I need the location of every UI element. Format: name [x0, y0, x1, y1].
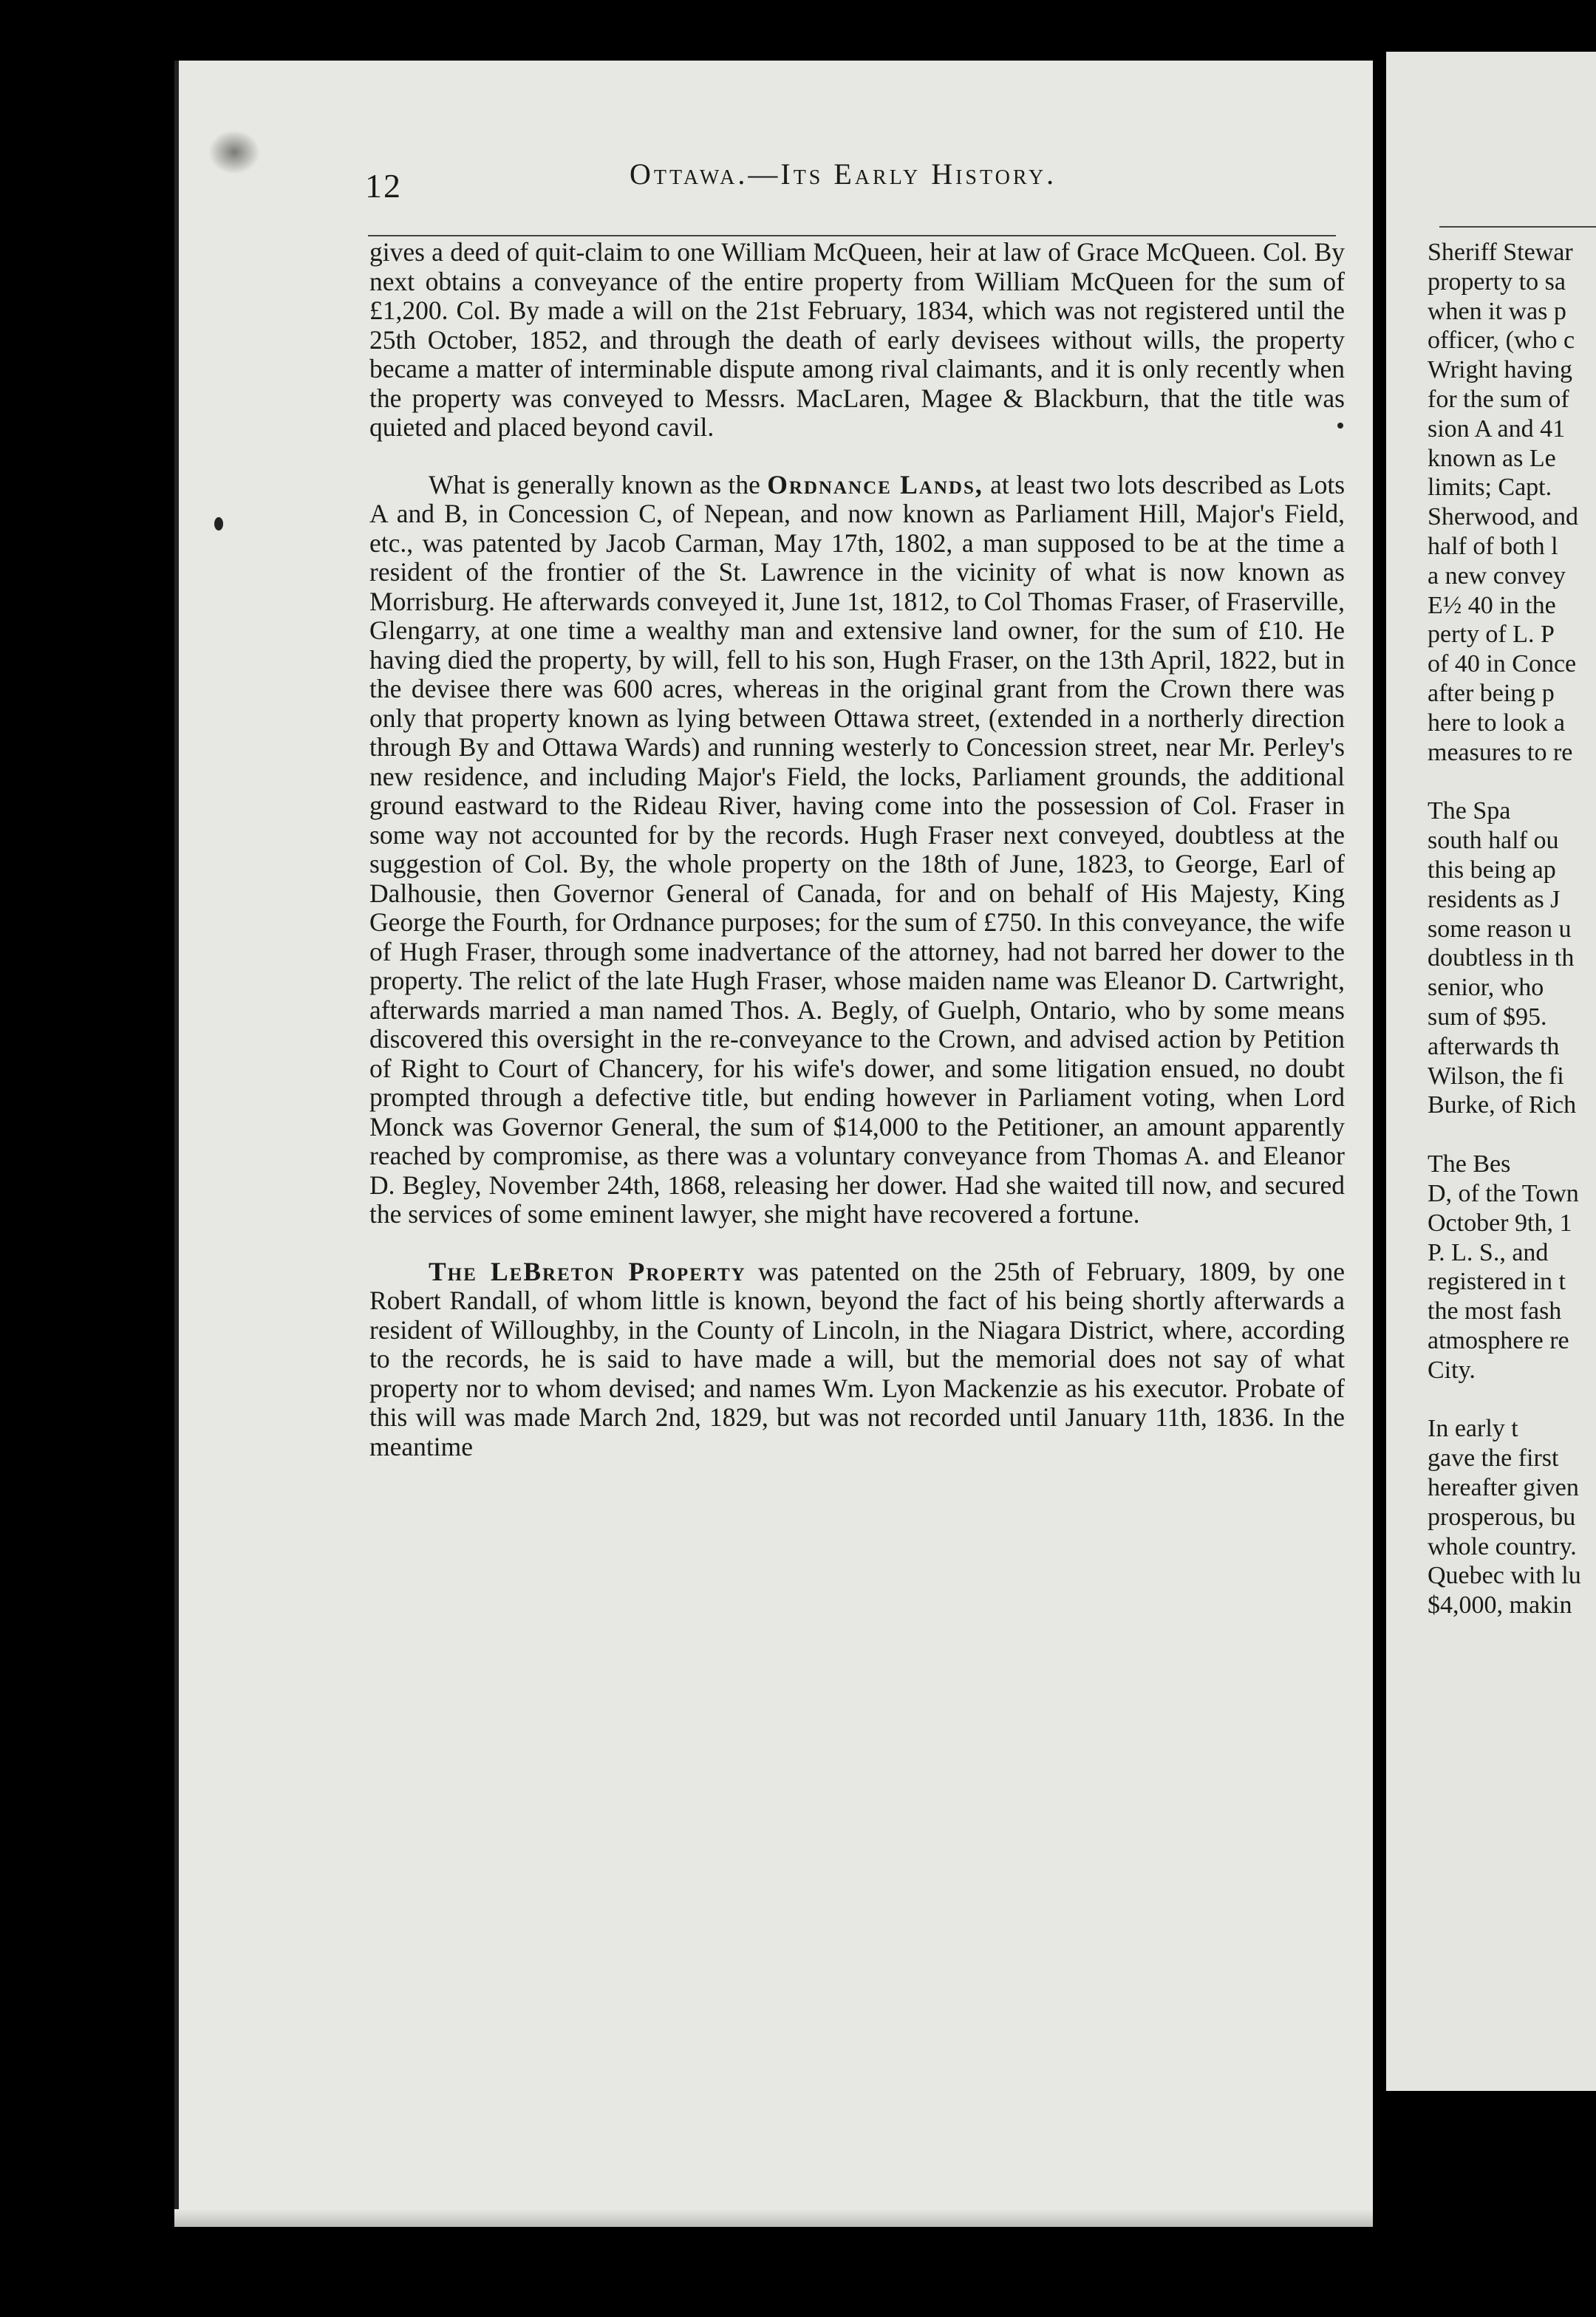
right-page-line: $4,000, makin [1428, 1591, 1572, 1620]
right-page-line: Quebec with lu [1428, 1562, 1581, 1590]
page-number: 12 [365, 167, 402, 205]
right-page-line [1428, 1385, 1596, 1414]
right-page-line: whole country. [1428, 1532, 1577, 1560]
body-text [369, 238, 1345, 1461]
right-page-line: known as Le [1428, 444, 1556, 472]
paragraph-body: at least two lots described as Lots A and B, in Concession C, of Nepean, and now known as Parliament Hill, Major's Field, etc., was patented by Jacob Carman, May 17th, 1802, a man supposed to be at the time a resident of the frontier of the St. Lawrence in the vicinity of what is now known as Morrisburg. He afterwards conveyed it, June 1st, 1812, to Col Thomas Fraser, of Fraserville, Glengarry, at one time a wealthy man and extensive land owner, for the sum of £10. He having died the property, by will, fell to his son, Hugh Fraser, on the 13th April, 1822, but in the devisee there was 600 acres, whereas in the original grant from the Crown there was only that property known as lying between Ottawa street, (extended in a northerly direction through By and Ottawa Wards) and running westerly to Concession street, near Mr. Perley's new residence, and including Major's Field, the locks, Parliament grounds, the additional ground eastward to the Rideau River, having come into the possession of Col. Fraser in some way not accounted for by the records. Hugh Fraser next conveyed, doubtless at the suggestion of Col. By, the whole property on the 18th of June, 1823, to George, Earl of Dalhousie, then Governor General of Canada, for and on behalf of His Majesty, King George the Fourth, for Ordnance purposes; for the sum of £750. In this conveyance, the wife of Hugh Fraser, through some inadvertance of the attorney, had not barred her dower to the property. The relict of the late Hugh Fraser, whose maiden name was Eleanor D. Cartwright, afterwards married a man named Thos. A. Begly, of Guelph, Ontario, who by some means discovered this oversight in the re-conveyance to the Crown, and advised action by Petition of Right to Court of Chancery, for his wife's dower, and some litigation ensued, no doubt prompted through a defective title, but ending however in Parliament voting, when Lord Monck was Governor General, the sum of $14,000 to the Petitioner, an amount apparently reached by compromise, as there was a voluntary conveyance from Thomas A. and Eleanor D. Begley, November 24th, 1868, releasing her dower. Had she waited till now, and secured the services of some eminent lawyer, she might have recovered a fortune. [369, 469, 1346, 1229]
right-page-line [1428, 1120, 1596, 1150]
right-page-line: Burke, of Rich [1428, 1091, 1577, 1119]
right-page-line: after being p [1428, 679, 1555, 707]
right-page-line: P. L. S., and [1428, 1238, 1549, 1266]
right-page-line: October 9th, 1 [1428, 1209, 1572, 1237]
right-page-line: registered in t [1428, 1268, 1566, 1296]
right-page-line: measures to re [1428, 738, 1573, 766]
right-page-text [1428, 238, 1596, 1620]
right-page-line: doubtless in th [1428, 944, 1575, 972]
right-page-line: a new convey [1428, 562, 1566, 590]
paragraph-body: was patented on the 25th of February, 1809, by one Robert Randall, of whom little is known, beyond the fact of his being shortly afterwards a resident of Willoughby, in the County of Lincoln, in the Niagara District, where, according to the records, he is said to have made a will, but the memorial does not say of what property nor to whom devised; and names Wm. Lyon Mackenzie as his executor. Probate of this will was made March 2nd, 1829, but was not recorded until January 11th, 1836. In the meantime [369, 1256, 1345, 1461]
right-page-line: limits; Capt. [1428, 474, 1552, 502]
right-page-line: perty of L. P [1428, 621, 1555, 649]
right-page-line: for the sum of [1428, 385, 1569, 413]
right-page-line: gave the first [1428, 1444, 1559, 1473]
right-page-line [1428, 767, 1596, 796]
ordnance-lands-heading: Ordnance Lands, [767, 469, 983, 499]
paragraph-lebreton-property [369, 1258, 1345, 1462]
right-page-line: prosperous, bu [1428, 1503, 1576, 1531]
paragraph-1: gives a deed of quit-claim to one William McQueen, heir at law of Grace McQueen. Col. By next obtains a conveyance of the entire property from William McQueen for the sum of £1,200. Col. By made a will on the 21st February, 1834, which was not registered until the 25th October, 1852, and through the death of early devisees without wills, the property became a matter of interminable dispute among rival claimants, and it is only recently when the property was conveyed to Messrs. MacLaren, Magee & Blackburn, that the title was quieted and placed beyond cavil. [369, 237, 1345, 442]
right-page-line: The Spa [1428, 797, 1511, 825]
right-page-line: half of both l [1428, 532, 1558, 560]
right-page-line: senior, who [1428, 974, 1544, 1002]
right-page-line: residents as J [1428, 885, 1561, 913]
lebreton-property-heading: The LeBreton Property [429, 1256, 746, 1286]
right-header-rule [1439, 226, 1596, 228]
running-head: Ottawa.—Its Early History. [630, 157, 1057, 191]
right-page-line: officer, (who c [1428, 327, 1575, 355]
page-gutter [1373, 52, 1386, 2268]
paragraph-ordnance-lands [369, 471, 1345, 1229]
right-page-line: afterwards th [1428, 1032, 1560, 1060]
right-page-line: In early t [1428, 1415, 1518, 1443]
right-page-line: when it was p [1428, 297, 1566, 325]
header-rule [368, 235, 1336, 236]
right-page-line: Sheriff Stewar [1428, 239, 1573, 266]
right-page-line: City. [1428, 1356, 1476, 1384]
right-page-line: E½ 40 in the [1428, 591, 1556, 619]
smudge-mark [208, 130, 260, 174]
right-page-line: sion A and 41 [1428, 414, 1566, 443]
right-page-line: sum of $95. [1428, 1003, 1547, 1031]
right-page-line: The Bes [1428, 1150, 1511, 1178]
right-page-line: Wilson, the fi [1428, 1062, 1564, 1090]
right-page-line: Wright having [1428, 356, 1572, 384]
right-page-line: of 40 in Conce [1428, 650, 1577, 678]
paragraph-lead: What is generally known as the [429, 469, 760, 499]
right-page-line: the most fash [1428, 1297, 1562, 1325]
right-page-line: atmosphere re [1428, 1326, 1569, 1354]
right-page-line: D, of the Town [1428, 1179, 1579, 1207]
right-page-line: property to sa [1428, 267, 1566, 296]
ink-spot [214, 517, 223, 530]
right-page-line: some reason u [1428, 915, 1572, 943]
right-page-line: south half ou [1428, 827, 1559, 855]
right-page-line: here to look a [1428, 709, 1565, 737]
right-page-line: this being ap [1428, 856, 1556, 884]
page-shadow [174, 2209, 1373, 2227]
right-page-line: hereafter given [1428, 1474, 1579, 1502]
right-page-line: Sherwood, and [1428, 503, 1578, 531]
